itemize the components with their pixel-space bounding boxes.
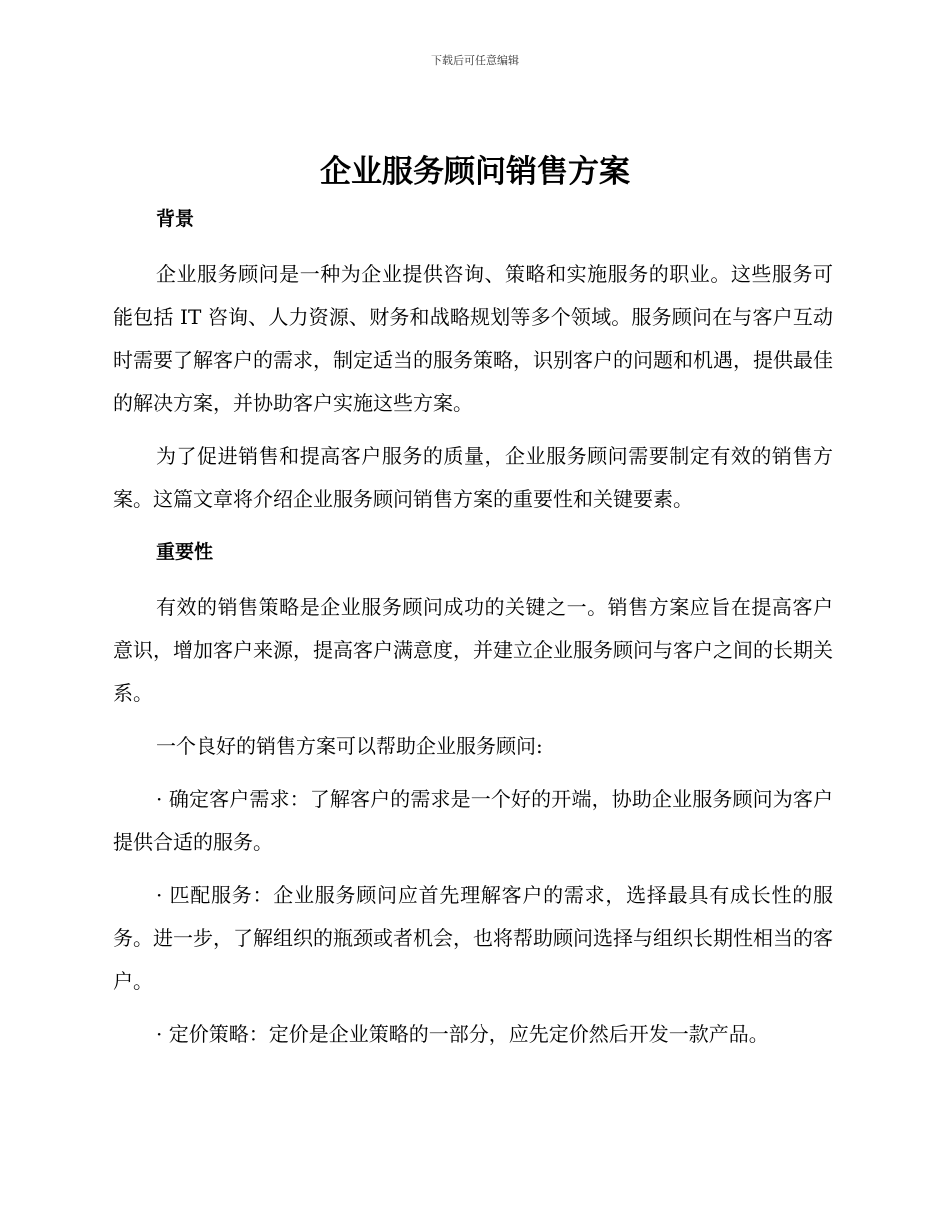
spacer bbox=[113, 521, 833, 531]
spacer bbox=[113, 241, 833, 253]
spacer bbox=[113, 574, 833, 586]
paragraph: 企业服务顾问是一种为企业提供咨询、策略和实施服务的职业。这些服务可能包括 IT 咨询、人力资源、财务和战略规划等多个领域。服务顾问在与客户互动时需要了解客户的需求，制定适当的服务策略，识别客户的问题和机遇，提供最佳的解决方案，并协助客户实施这些方案。 bbox=[113, 262, 833, 415]
section-heading-importance: 重要性 bbox=[156, 541, 214, 563]
spacer bbox=[113, 715, 833, 725]
bullet-paragraph: · 匹配服务：企业服务顾问应首先理解客户的需求，选择最具有成长性的服务。进一步，了解组织的瓶颈或者机会，也将帮助顾问选择与组织长期性相当的客户。 bbox=[113, 883, 833, 993]
paragraph: 为了促进销售和提高客户服务的质量，企业服务顾问需要制定有效的销售方案。这篇文章将介绍企业服务顾问销售方案的重要性和关键要素。 bbox=[113, 444, 833, 511]
page-header-note: 下载后可任意编辑 bbox=[431, 54, 519, 67]
spacer bbox=[113, 864, 833, 874]
spacer bbox=[113, 425, 833, 435]
spacer bbox=[113, 1003, 833, 1013]
document-body bbox=[113, 198, 833, 1056]
section-heading-background: 背景 bbox=[156, 208, 195, 230]
spacer bbox=[113, 768, 833, 778]
bullet-paragraph: · 定价策略：定价是企业策略的一部分，应先定价然后开发一款产品。 bbox=[156, 1022, 769, 1046]
bullet-paragraph: · 确定客户需求：了解客户的需求是一个好的开端，协助企业服务顾问为客户提供合适的服务。 bbox=[113, 787, 833, 854]
paragraph: 有效的销售策略是企业服务顾问成功的关键之一。销售方案应旨在提高客户意识，增加客户来源，提高客户满意度，并建立企业服务顾问与客户之间的长期关系。 bbox=[113, 595, 833, 705]
document-title: 企业服务顾问销售方案 bbox=[320, 154, 630, 190]
paragraph: 一个良好的销售方案可以帮助企业服务顾问: bbox=[156, 734, 543, 758]
